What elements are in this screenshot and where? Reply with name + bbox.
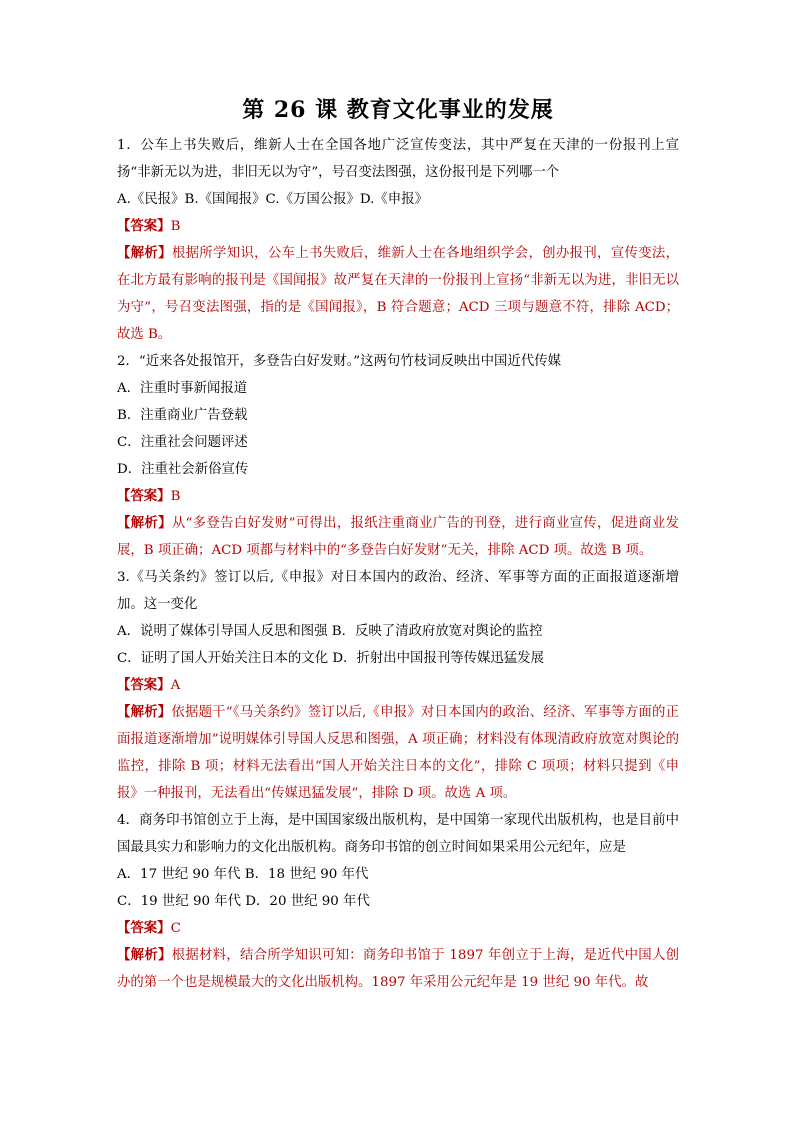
analysis-line (117, 699, 679, 807)
answer-line (117, 483, 679, 510)
question-option: A．注重时事新闻报道 (117, 381, 248, 396)
question-option: A．说明了媒体引导国人反思和图强 B．反映了清政府放宽对舆论的监控 (117, 624, 543, 639)
document-page (117, 94, 679, 996)
analysis-tag: 【解析】 (117, 245, 172, 261)
answer-tag: 【答案】 (117, 677, 171, 693)
question-option: D．注重社会新俗宣传 (117, 462, 249, 477)
answer-line (117, 915, 679, 942)
analysis-text: 根据材料，结合所学知识可知：商务印书馆于 1897 年创立于上海，是近代中国人创办的第一个也是规模最大的文化出版机构。1897 年采用公元纪年是 19 世纪 90 年代。故 (117, 948, 680, 990)
page-title: 第 26 课 教育文化事业的发展 (242, 97, 554, 123)
question-3 (117, 564, 679, 807)
question-option: C．注重社会问题评述 (117, 435, 248, 450)
analysis-line (117, 240, 679, 348)
answer-value: C (170, 921, 181, 936)
question-1 (117, 132, 679, 348)
question-option: B．注重商业广告登载 (117, 408, 248, 423)
answer-line (117, 213, 679, 240)
answer-line (117, 672, 679, 699)
question-stem: 1．公车上书失败后，维新人士在全国各地广泛宣传变法，其中严复在天津的一份报刊上宣扬“非新无以为进，非旧无以为守”，号召变法图强，这份报刊是下列哪一个 (117, 138, 679, 180)
answer-tag: 【答案】 (117, 218, 171, 234)
analysis-line (117, 942, 679, 996)
analysis-tag: 【解析】 (117, 947, 172, 963)
answer-value: A (170, 678, 181, 693)
analysis-text: 依据题干“《马关条约》签订以后,《申报》对日本国内的政治、经济、军事等方面的正面报道逐渐增加”说明媒体引导国人反思和图强，A 项正确；材料没有体现清政府放宽对舆论的监控，排除 B 项；材料无法看出“国人开始关注日本的文化”，排除 C 项项；材料只提到《申报》一种报刊，无法看出“传媒迅猛发展”，排除 D 项。故选 A 项。 (117, 705, 680, 801)
question-stem: 3.《马关条约》签订以后,《申报》对日本国内的政治、经济、军事等方面的正面报道逐渐增加。这一变化 (117, 570, 679, 612)
answer-tag: 【答案】 (117, 920, 171, 936)
question-stem: 4．商务印书馆创立于上海，是中国国家级出版机构，是中国第一家现代出版机构，也是目前中国最具实力和影响力的文化出版机构。商务印书馆的创立时间如果采用公元纪年，应是 (117, 813, 679, 855)
analysis-text: 从“多登告白好发财”可得出，报纸注重商业广告的刊登，进行商业宣传，促进商业发展，B 项正确；ACD 项都与材料中的“多登告白好发财”无关，排除 ACD 项。故选 B 项。 (117, 516, 679, 558)
question-stem: 2．“近来各处报馆开，多登告白好发财。”这两句竹枝词反映出中国近代传媒 (117, 354, 562, 369)
question-4 (117, 807, 679, 996)
answer-value: B (170, 489, 181, 504)
answer-tag: 【答案】 (117, 488, 171, 504)
analysis-tag: 【解析】 (117, 704, 172, 720)
analysis-tag: 【解析】 (117, 515, 172, 531)
question-2 (117, 348, 679, 564)
answer-value: B (170, 219, 181, 234)
analysis-text: 根据所学知识，公车上书失败后，维新人士在各地组织学会，创办报刊，宣传变法，在北方最有影响的报刊是《国闻报》故严复在天津的一份报刊上宣扬“非新无以为进，非旧无以为守”，号召变法图强，指的是《国闻报》，B 符合题意；ACD 三项与题意不符，排除 ACD；故选 B。 (117, 246, 680, 342)
question-option: C．证明了国人开始关注日本的文化 D．折射出中国报刊等传媒迅猛发展 (117, 651, 544, 666)
analysis-line (117, 510, 679, 564)
question-option: A．17 世纪 90 年代 B．18 世纪 90 年代 (117, 867, 369, 882)
question-option: C．19 世纪 90 年代 D．20 世纪 90 年代 (117, 894, 370, 909)
question-option: A.《民报》B.《国闻报》C.《万国公报》D.《申报》 (117, 192, 428, 207)
